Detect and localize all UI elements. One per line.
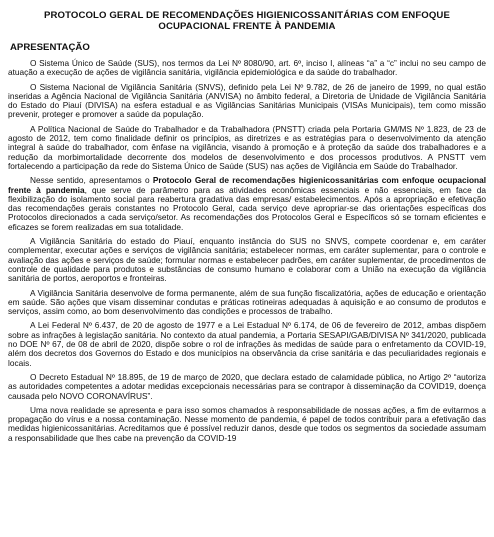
paragraph-protocolo-intro: Nesse sentido, apresentamos o xyxy=(30,175,153,186)
paragraph-snvs: O Sistema Nacional de Vigilância Sanitária (SNVS), definido pela Lei Nº 9.782, de 26 de janeiro de 1999, no qual estão inseridas a Agência Nacional de Vigilância Sanitária (ANVISA) no âmbito federal, a Diretoria de Unidade de Vigilância Sanitária do Estado do Piauí (DIVISA) na esfera estadual e as Vigilâncias Sanitárias Municipais (VISAs Municipais), tem como missão prevenir, proteger e promover a saúde da população. xyxy=(8,81,486,120)
paragraph-protocolo-rest: , que serve de parâmetro para as atividades econômicas essenciais e não essenciais, em face da flexibilização do isolamento social para reabertura gradativa das empresas/ estabelecimentos. Após a apropriação e efetivação das recomendações gerais constantes no Protocolo Geral, cada serviço deve apropriar-se das orientações específicas dos Protocolos direcionados a cada serviço/setor. As recomendações dos Protocolos Geral e Específicos só se tornam eficientes e eficazes se forem realizadas em sua totalidade. xyxy=(8,184,487,232)
paragraph-decreto: O Decreto Estadual Nº 18.895, de 19 de março de 2020, que declara estado de calamidade pública, no Artigo 2º “autoriza as autoridades competentes a adotar medidas excepcionais necessárias para se contrapor à disseminação da COVID19, doença causada pelo NOVO CORONAVÍRUS”. xyxy=(8,371,486,401)
paragraph-protocolo xyxy=(8,176,486,232)
section-heading: APRESENTAÇÃO xyxy=(10,42,90,53)
document-title-line-2: OCUPACIONAL FRENTE À PANDEMIA xyxy=(158,21,336,32)
document-title-line-1: PROTOCOLO GERAL DE RECOMENDAÇÕES HIGIENICOSSANITÁRIAS COM ENFOQUE xyxy=(44,10,450,21)
paragraph-protocolo-bold: Protocolo Geral de recomendações higienicossanitárias com enfoque ocupacional frente à pandemia xyxy=(8,175,487,195)
paragraph-vigilancia-educacao: A Vigilância Sanitária desenvolve de forma permanente, além de sua função fiscalizatória, ações de educação e orientação em saúde. São ações que visam disseminar condutas e práticas rotineiras adequadas à aquisição e ao consumo de produtos e serviços, assim como, ao bom desenvolvimento das condições e processos de trabalho. xyxy=(8,287,486,317)
paragraph-sus: O Sistema Único de Saúde (SUS), nos termos da Lei Nº 8080/90, art. 6º, inciso I, alíneas “a” a “c” inclui no seu campo de atuação a execução de ações de vigilância sanitária, vigilância epidemiológica e da saúde do trabalhador. xyxy=(8,58,486,78)
paragraph-vigilancia-piaui: A Vigilância Sanitária do estado do Piauí, enquanto instância do SUS no SNVS, compete coordenar e, em caráter complementar, executar ações e serviços de vigilância sanitária; estabelecer normas, em caráter suplementar, para o controle e avaliação das ações e serviços de saúde; formular normas e estabelecer padrões, em caráter suplementar, de procedimentos de controle de qualidade para produtos e substâncias de consumo humano e colaborar com a União na execução da vigilância sanitária de portos, aeroportos e fronteiras. xyxy=(8,236,486,284)
paragraph-nova-realidade: Uma nova realidade se apresenta e para isso somos chamados à responsabilidade de nossas ações, a fim de evitarmos a propagação do vírus e a nossa contaminação. Nesse momento de pandemia, é papel de todos contribuir para a efetivação das medidas higienicossanitárias. Acreditamos que é possível reduzir danos, desde que todos os segmentos da sociedade assumam a responsabilidade que lhes cabe na prevenção da COVID-19 xyxy=(8,404,486,443)
document-title xyxy=(8,10,486,32)
paragraph-legislacao: A Lei Federal Nº 6.437, de 20 de agosto de 1977 e a Lei Estadual Nº 6.174, de 06 de fevereiro de 2012, ambas dispõem sobre as infrações à legislação sanitária. No contexto da atual pandemia, a Portaria SESAPI/GAB/DIVISA Nº 341/2020, publicada no DOE Nº 67, de 08 de abril de 2020, dispõe sobre o rol de infrações às medidas de saúde para o enfretamento da COVID-19, além dos decretos dos Governos do Estado e dos municípios na observância da crise sanitária e das peculiaridades regionais e locais. xyxy=(8,320,486,368)
paragraph-pnstt: A Política Nacional de Saúde do Trabalhador e da Trabalhadora (PNSTT) criada pela Portaria GM/MS Nº 1.823, de 23 de agosto de 2012, tem como finalidade definir os princípios, as diretrizes e as estratégias para o desenvolvimento da atenção integral à saúde do trabalhador, com ênfase na vigilância, visando à promoção e à proteção da saúde dos trabalhadores e a redução da morbimortalidade decorrente dos modelos de desenvolvimento e dos processos produtivos. A PNSTT vem fortalecendo a participação da rede do Sistema Único de Saúde (SUS) nas ações de Vigilância em Saúde do Trabalhador. xyxy=(8,123,486,171)
